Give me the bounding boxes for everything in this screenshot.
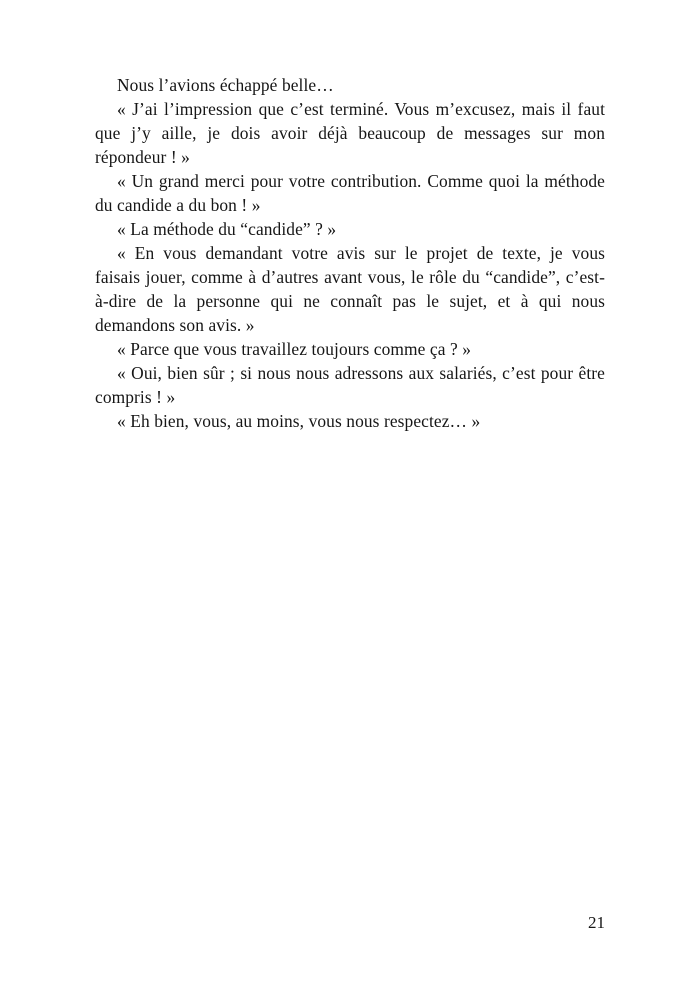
page-number: 21 [588, 913, 605, 932]
paragraph [95, 337, 605, 361]
text-line: « Eh bien, vous, au moins, vous nous respectez… » [117, 411, 481, 431]
text-line: que j’y aille, je dois avoir déjà beaucoup de messages sur mon [95, 123, 605, 143]
page-text-block [95, 73, 605, 433]
paragraph [95, 241, 605, 337]
text-line: compris ! » [95, 387, 176, 407]
paragraph [95, 361, 605, 409]
text-line: du candide a du bon ! » [95, 195, 261, 215]
text-line: « En vous demandant votre avis sur le projet de texte, je vous [117, 243, 605, 263]
text-line: « Oui, bien sûr ; si nous nous adressons aux salariés, c’est pour être [117, 363, 605, 383]
paragraph [95, 73, 605, 97]
text-line: à-dire de la personne qui ne connaît pas le sujet, et à qui nous [95, 291, 605, 311]
text-line: « La méthode du “candide” ? » [117, 219, 337, 239]
paragraph [95, 217, 605, 241]
text-line: « Un grand merci pour votre contribution. Comme quoi la méthode [117, 171, 605, 191]
text-line: faisais jouer, comme à d’autres avant vous, le rôle du “candide”, c’est- [95, 267, 605, 287]
paragraph [95, 409, 605, 433]
paragraph [95, 97, 605, 169]
text-line: Nous l’avions échappé belle… [117, 75, 334, 95]
text-line: demandons son avis. » [95, 315, 255, 335]
text-line: répondeur ! » [95, 147, 190, 167]
text-line: « J’ai l’impression que c’est terminé. Vous m’excusez, mais il faut [117, 99, 605, 119]
paragraph [95, 169, 605, 217]
text-line: « Parce que vous travaillez toujours comme ça ? » [117, 339, 472, 359]
